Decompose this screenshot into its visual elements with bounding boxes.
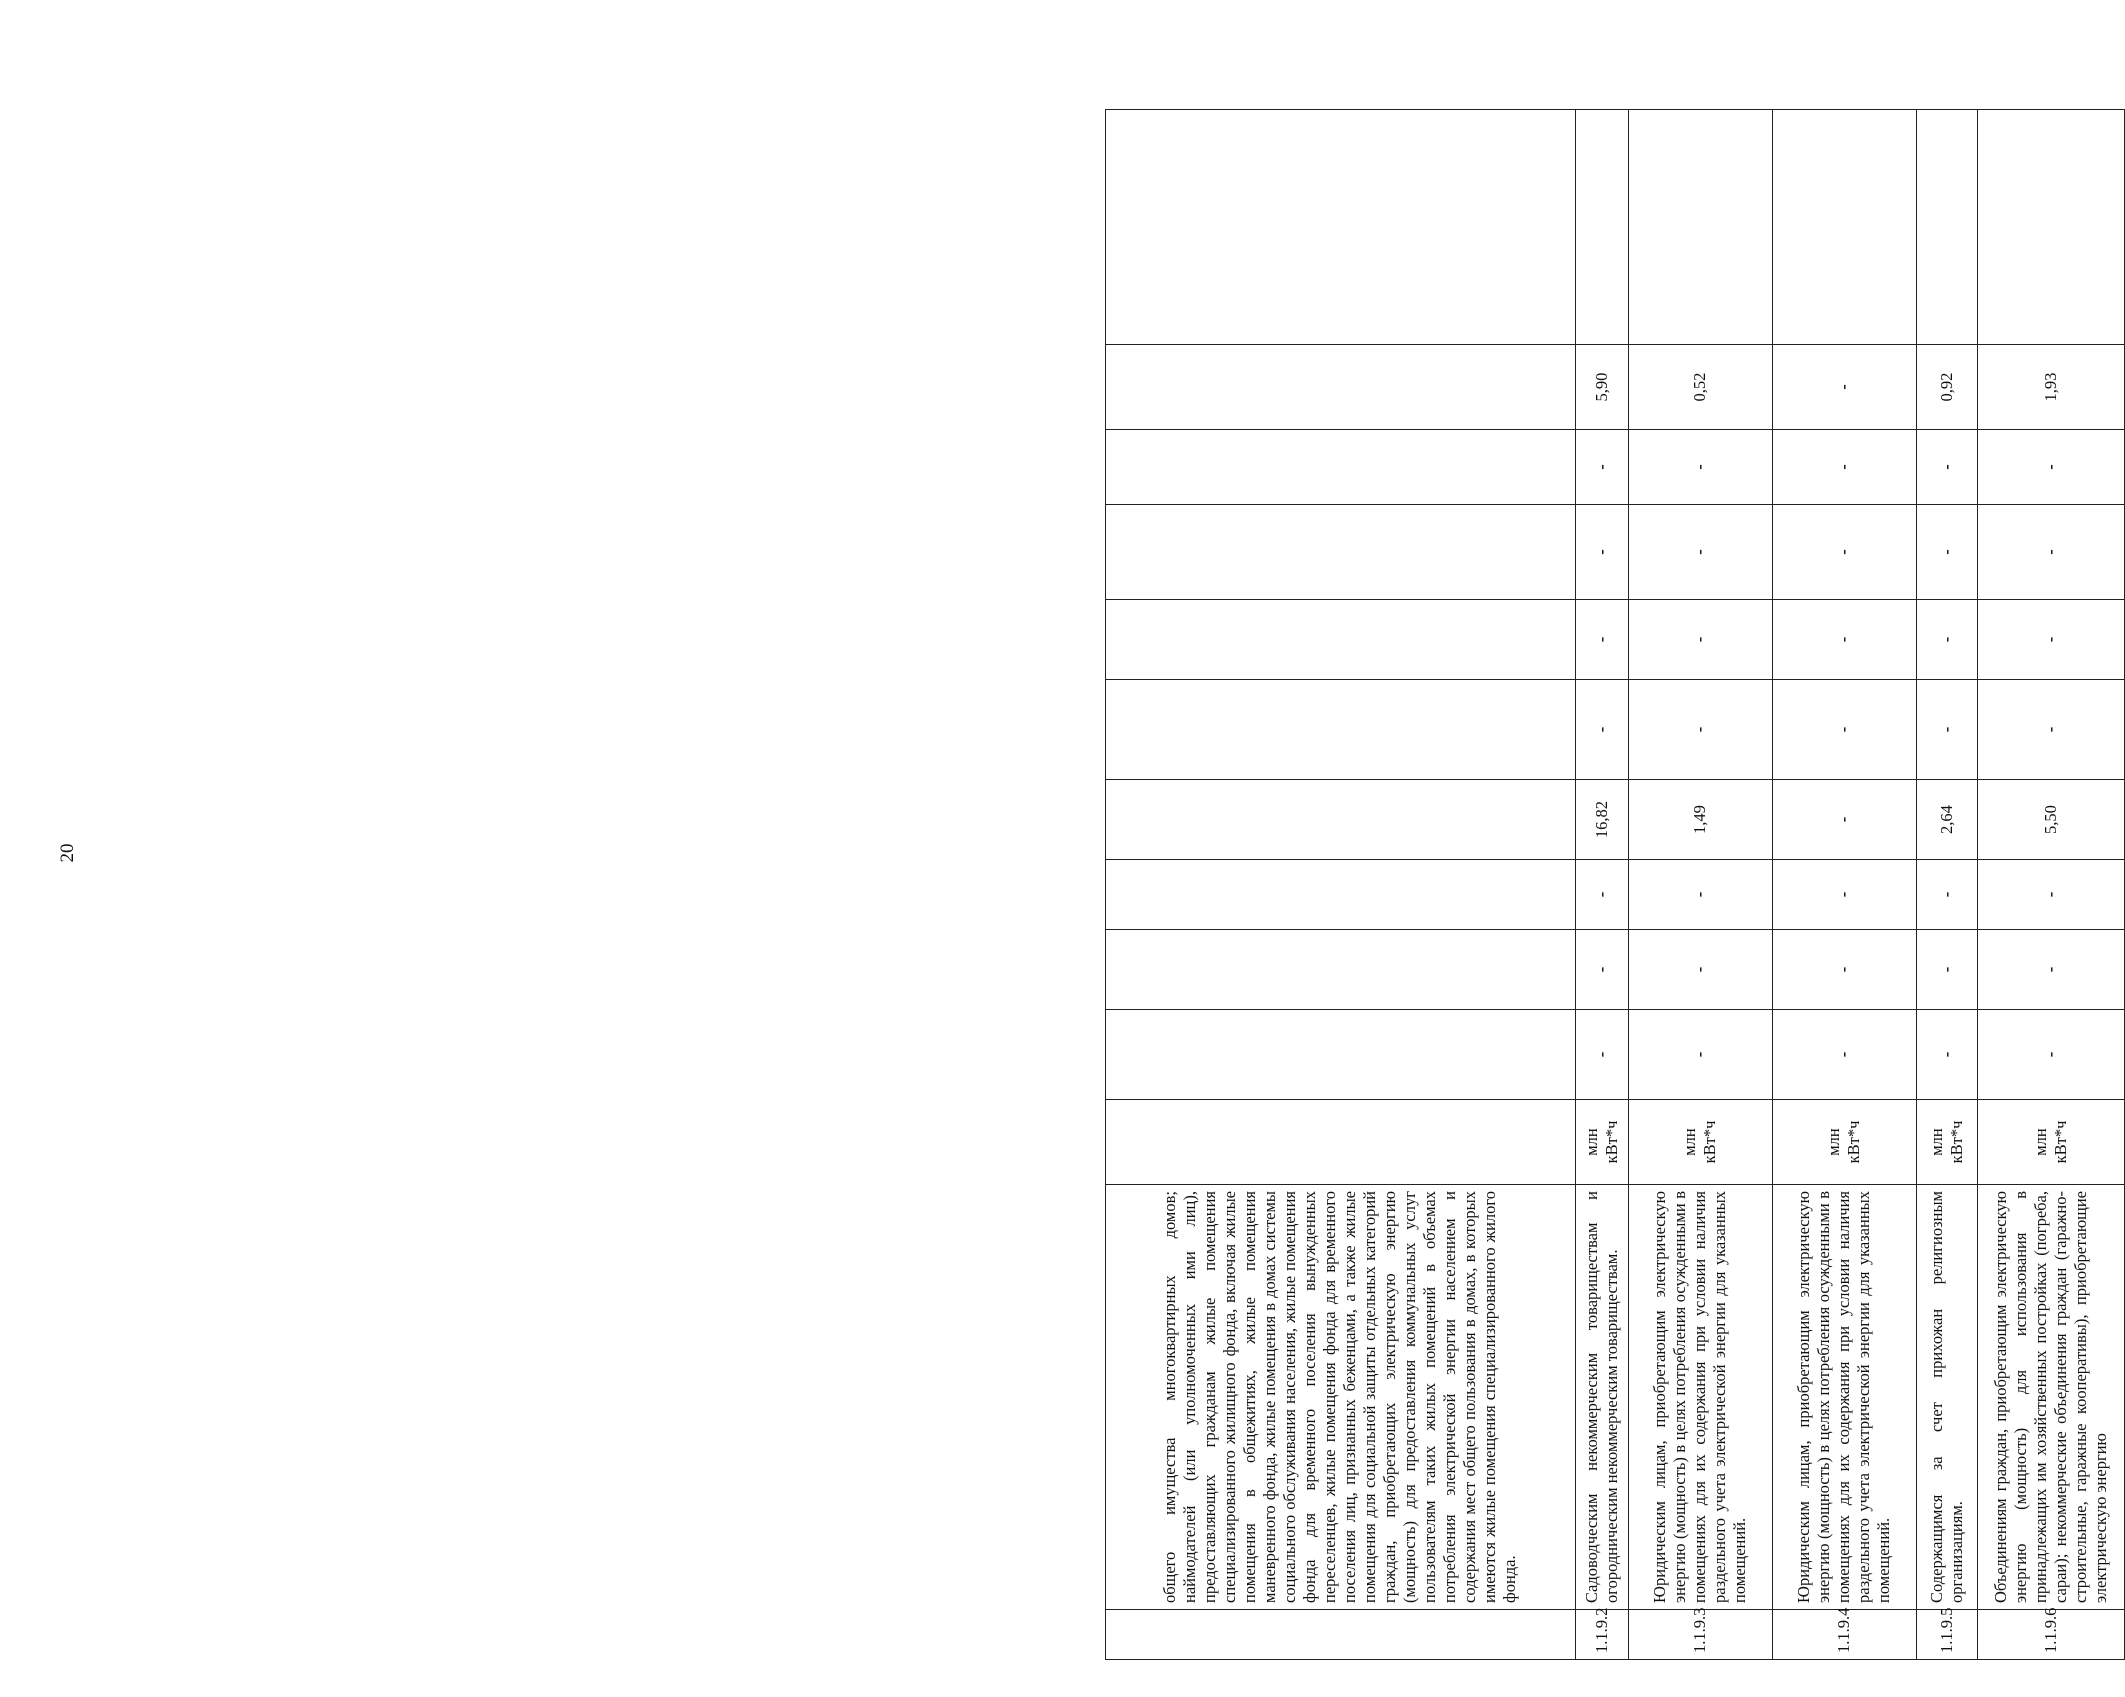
value-cell: - <box>1977 680 2124 780</box>
tariff-table <box>1105 109 2125 1660</box>
value-cell: - <box>1575 860 1628 930</box>
value-cell: 5,50 <box>1977 780 2124 860</box>
value-cell <box>1106 930 1576 1010</box>
value-cell: - <box>1629 600 1773 680</box>
table-row <box>1916 110 1977 1660</box>
value-cell: 1,93 <box>1977 345 2124 430</box>
table-row <box>1106 110 1576 1660</box>
value-cell <box>1629 110 1773 345</box>
value-cell: - <box>1977 930 2124 1010</box>
value-cell <box>1575 110 1628 345</box>
value-cell <box>1977 110 2124 345</box>
table-row <box>1629 110 1773 1660</box>
table-row <box>1772 110 1916 1660</box>
tariff-table-rotated <box>1105 130 2125 1660</box>
value-cell <box>1772 110 1916 345</box>
value-cell: - <box>1772 780 1916 860</box>
value-cell: - <box>1772 930 1916 1010</box>
value-cell: - <box>1916 680 1977 780</box>
value-cell: - <box>1916 860 1977 930</box>
value-cell <box>1106 110 1576 345</box>
row-description: Юридическим лицам, приобретающим электрическую энергию (мощность) в целях потребления осужденными в помещениях для их содержания при условии наличия раздельного учета электрической энергии для указанных помещений. <box>1772 1185 1916 1610</box>
value-cell: - <box>1977 505 2124 600</box>
row-code: 1.1.9.4 <box>1772 1610 1916 1660</box>
value-cell: 0,52 <box>1629 345 1773 430</box>
value-cell: - <box>1916 930 1977 1010</box>
value-cell: - <box>1575 505 1628 600</box>
value-cell: 2,64 <box>1916 780 1977 860</box>
row-unit: млн кВт*ч <box>1977 1100 2124 1185</box>
value-cell: - <box>1977 1010 2124 1100</box>
value-cell: - <box>1629 430 1773 505</box>
value-cell: - <box>1575 1010 1628 1100</box>
row-code: 1.1.9.6 <box>1977 1610 2124 1660</box>
row-description: Садоводческим некоммерческим товариществам и огородническим некоммерческим товариществам. <box>1575 1185 1628 1610</box>
value-cell: - <box>1772 505 1916 600</box>
value-cell <box>1106 505 1576 600</box>
value-cell: - <box>1916 430 1977 505</box>
row-unit: млн кВт*ч <box>1575 1100 1628 1185</box>
value-cell: - <box>1629 505 1773 600</box>
value-cell: - <box>1977 600 2124 680</box>
value-cell: - <box>1772 430 1916 505</box>
value-cell: - <box>1575 600 1628 680</box>
value-cell: - <box>1916 1010 1977 1100</box>
page-number: 20 <box>57 843 78 863</box>
row-unit: млн кВт*ч <box>1629 1100 1773 1185</box>
value-cell: - <box>1629 680 1773 780</box>
value-cell: - <box>1916 600 1977 680</box>
value-cell <box>1106 780 1576 860</box>
value-cell <box>1106 600 1576 680</box>
row-description: общего имущества многоквартирных домов; наймодателей (или уполномоченных ими лиц), предоставляющих гражданам жилые помещения специализированного жилищного фонда, включая жилые помещения в общежитиях, жилые помещения маневренного фонда, жилые помещения в домах системы социального обслуживания населения, жилые помещения фонда для временного поселения вынужденных переселенцев, жилые помещения фонда для временного поселения лиц, признанных беженцами, а также жилые помещения для социальной защиты отдельных категорий граждан, приобретающих электрическую энергию (мощность) для предоставления коммунальных услуг пользователям таких жилых помещений в объемах потребления электрической энергии населением и содержания мест общего пользования в домах, в которых имеются жилые помещения специализированного жилого фонда. <box>1106 1185 1576 1610</box>
value-cell <box>1106 1010 1576 1100</box>
row-code: 1.1.9.3 <box>1629 1610 1773 1660</box>
value-cell: - <box>1772 345 1916 430</box>
value-cell: - <box>1916 505 1977 600</box>
value-cell: - <box>1772 860 1916 930</box>
row-code: 1.1.9.5 <box>1916 1610 1977 1660</box>
row-description: Объединениям граждан, приобретающим электрическую энергию (мощность) для использования в принадлежащих им хозяйственных постройках (погреба, сараи); некоммерческие объединения граждан (гаражно-строительные, гаражные кооперативы), приобретающие электрическую энергию <box>1977 1185 2124 1610</box>
value-cell <box>1106 860 1576 930</box>
value-cell: - <box>1575 680 1628 780</box>
value-cell: - <box>1575 930 1628 1010</box>
value-cell <box>1916 110 1977 345</box>
value-cell: 0,92 <box>1916 345 1977 430</box>
value-cell: - <box>1772 680 1916 780</box>
row-description: Содержащимся за счет прихожан религиозным организациям. <box>1916 1185 1977 1610</box>
value-cell: - <box>1977 430 2124 505</box>
row-unit <box>1106 1100 1576 1185</box>
row-unit: млн кВт*ч <box>1772 1100 1916 1185</box>
value-cell: - <box>1977 860 2124 930</box>
row-code: 1.1.9.2 <box>1575 1610 1628 1660</box>
value-cell: 16,82 <box>1575 780 1628 860</box>
value-cell <box>1106 430 1576 505</box>
value-cell: - <box>1629 860 1773 930</box>
value-cell: - <box>1772 600 1916 680</box>
value-cell: - <box>1575 430 1628 505</box>
value-cell <box>1106 345 1576 430</box>
value-cell: 5,90 <box>1575 345 1628 430</box>
row-code <box>1106 1610 1576 1660</box>
table-row <box>1575 110 1628 1660</box>
value-cell: - <box>1772 1010 1916 1100</box>
value-cell: - <box>1629 1010 1773 1100</box>
table-row <box>1977 110 2124 1660</box>
value-cell <box>1106 680 1576 780</box>
value-cell: 1,49 <box>1629 780 1773 860</box>
row-description: Юридическим лицам, приобретающим электрическую энергию (мощность) в целях потребления осужденными в помещениях для их содержания при условии наличия раздельного учета электрической энергии для указанных помещений. <box>1629 1185 1773 1610</box>
value-cell: - <box>1629 930 1773 1010</box>
row-unit: млн кВт*ч <box>1916 1100 1977 1185</box>
